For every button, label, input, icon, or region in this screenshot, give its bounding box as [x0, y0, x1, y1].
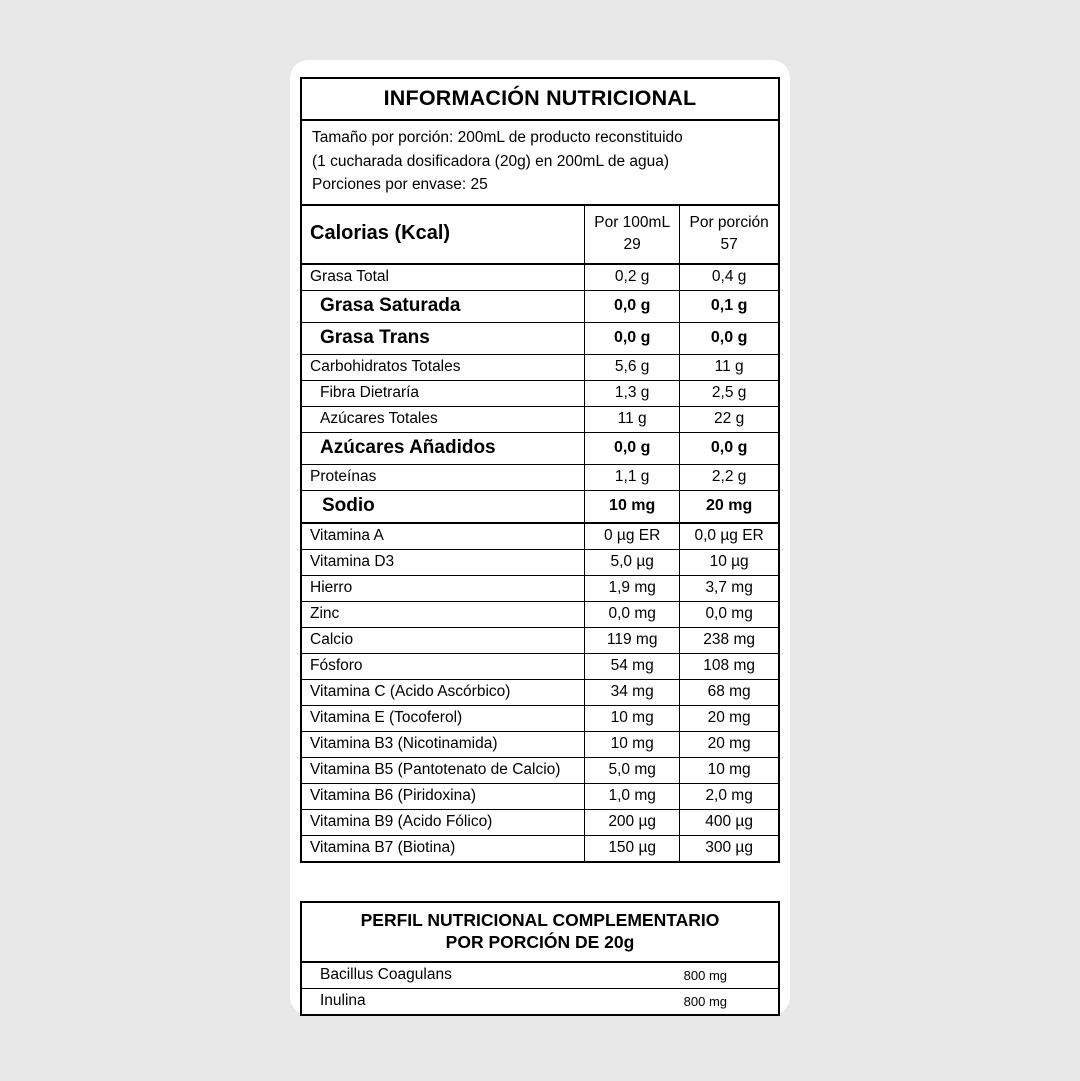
calories-value-100ml: 29 [623, 235, 641, 253]
table-row [302, 705, 778, 731]
nutrient-value-100ml: 0,0 mg [585, 601, 680, 627]
complementary-value: 800 mg [633, 963, 778, 989]
nutrient-name: Zinc [302, 601, 585, 627]
nutrient-value-portion: 2,0 mg [680, 783, 778, 809]
nutrient-name: Vitamina B3 (Nicotinamida) [302, 731, 585, 757]
serving-line-3: Porciones por envase: 25 [312, 176, 488, 194]
nutrient-name: Proteínas [302, 464, 585, 490]
nutrient-value-100ml: 1,3 g [585, 380, 680, 406]
nutrient-value-portion: 20 mg [680, 705, 778, 731]
table-row [302, 322, 778, 354]
table-row [302, 627, 778, 653]
calories-value-portion: 57 [720, 235, 738, 253]
table-row [302, 264, 778, 291]
nutrient-name: Vitamina A [302, 523, 585, 550]
nutrient-value-100ml: 10 mg [585, 731, 680, 757]
nutrient-value-portion: 108 mg [680, 653, 778, 679]
nutrient-value-portion: 0,0 µg ER [680, 523, 778, 550]
table-row [302, 490, 778, 523]
nutrient-name: Grasa Trans [302, 322, 585, 354]
column-header-portion [680, 206, 778, 264]
complementary-profile-panel [300, 901, 780, 1016]
table-row [302, 679, 778, 705]
table-row [302, 354, 778, 380]
nutrient-name: Vitamina B5 (Pantotenato de Calcio) [302, 757, 585, 783]
column-header-portion-text: Por porción [689, 213, 769, 231]
nutrient-value-100ml: 34 mg [585, 679, 680, 705]
nutrient-name: Fósforo [302, 653, 585, 679]
nutrient-value-100ml: 0 µg ER [585, 523, 680, 550]
nutrient-value-portion: 2,5 g [680, 380, 778, 406]
nutrient-value-100ml: 0,2 g [585, 264, 680, 291]
nutrient-value-portion: 400 µg [680, 809, 778, 835]
nutrient-value-100ml: 1,1 g [585, 464, 680, 490]
nutrient-name: Grasa Saturada [302, 290, 585, 322]
complementary-row [302, 963, 778, 989]
nutrient-value-100ml: 5,6 g [585, 354, 680, 380]
serving-line-2: (1 cucharada dosificadora (20g) en 200mL de agua) [312, 152, 670, 170]
nutrient-value-100ml: 200 µg [585, 809, 680, 835]
nutrition-facts-panel [300, 77, 780, 863]
table-row [302, 601, 778, 627]
serving-line-1: Tamaño por porción: 200mL de producto reconstituido [312, 129, 683, 146]
nutrient-value-100ml: 0,0 g [585, 290, 680, 322]
serving-information [302, 121, 778, 206]
nutrient-name: Azúcares Totales [302, 406, 585, 432]
table-row [302, 757, 778, 783]
nutrient-value-portion: 20 mg [680, 490, 778, 523]
complementary-title-line-2: POR PORCIÓN DE 20g [445, 931, 635, 952]
nutrient-value-portion: 0,0 g [680, 322, 778, 354]
complementary-title [302, 903, 778, 963]
nutrient-value-portion: 68 mg [680, 679, 778, 705]
nutrient-value-portion: 10 mg [680, 757, 778, 783]
nutrient-table [302, 206, 778, 861]
table-row [302, 809, 778, 835]
complementary-table [302, 963, 778, 1014]
table-row [302, 406, 778, 432]
table-row [302, 575, 778, 601]
table-row [302, 432, 778, 464]
nutrient-value-portion: 0,0 g [680, 432, 778, 464]
nutrient-name: Azúcares Añadidos [302, 432, 585, 464]
nutrient-value-100ml: 1,0 mg [585, 783, 680, 809]
column-header-100ml-text: Por 100mL [594, 213, 671, 231]
complementary-title-line-1: PERFIL NUTRICIONAL COMPLEMENTARIO [360, 910, 720, 930]
nutrient-name: Sodio [302, 490, 585, 523]
table-row [302, 380, 778, 406]
nutrient-value-portion: 2,2 g [680, 464, 778, 490]
nutrient-value-portion: 20 mg [680, 731, 778, 757]
nutrient-name: Vitamina D3 [302, 549, 585, 575]
nutrient-value-100ml: 11 g [585, 406, 680, 432]
nutrient-value-portion: 238 mg [680, 627, 778, 653]
table-row [302, 523, 778, 550]
nutrient-value-portion: 0,1 g [680, 290, 778, 322]
table-row [302, 290, 778, 322]
nutrient-name: Carbohidratos Totales [302, 354, 585, 380]
nutrition-label-card [290, 60, 790, 1015]
nutrient-name: Fibra Dietraría [302, 380, 585, 406]
nutrient-value-100ml: 150 µg [585, 835, 680, 861]
table-row [302, 835, 778, 861]
nutrient-value-portion: 11 g [680, 354, 778, 380]
nutrient-value-100ml: 0,0 g [585, 322, 680, 354]
nutrient-name: Vitamina B7 (Biotina) [302, 835, 585, 861]
nutrient-value-100ml: 10 mg [585, 705, 680, 731]
nutrient-name: Calcio [302, 627, 585, 653]
nutrient-name: Grasa Total [302, 264, 585, 291]
column-header-100ml [585, 206, 680, 264]
nutrient-name: Vitamina C (Acido Ascórbico) [302, 679, 585, 705]
calories-row [302, 206, 778, 264]
table-row [302, 783, 778, 809]
nutrient-value-100ml: 10 mg [585, 490, 680, 523]
nutrient-name: Vitamina B9 (Acido Fólico) [302, 809, 585, 835]
table-row [302, 549, 778, 575]
nutrient-value-portion: 300 µg [705, 838, 753, 856]
complementary-name: Inulina [320, 992, 366, 1010]
nutrient-value-100ml: 54 mg [585, 653, 680, 679]
nutrient-value-portion: 22 g [680, 406, 778, 432]
nutrient-value-100ml: 1,9 mg [585, 575, 680, 601]
table-row [302, 731, 778, 757]
nutrient-name: Hierro [302, 575, 585, 601]
nutrient-value-100ml: 5,0 mg [585, 757, 680, 783]
calories-label: Calorias (Kcal) [302, 206, 585, 264]
table-row [302, 653, 778, 679]
nutrient-value-portion: 0,0 mg [680, 601, 778, 627]
nutrient-name: Vitamina E (Tocoferol) [302, 705, 585, 731]
complementary-value: 800 mg [683, 993, 728, 1009]
nutrient-value-portion: 0,4 g [680, 264, 778, 291]
panel-title: INFORMACIÓN NUTRICIONAL [302, 79, 778, 121]
nutrient-value-portion: 3,7 mg [680, 575, 778, 601]
nutrient-value-100ml: 0,0 g [585, 432, 680, 464]
nutrient-name: Vitamina B6 (Piridoxina) [302, 783, 585, 809]
complementary-row [302, 989, 778, 1015]
table-row [302, 464, 778, 490]
complementary-name: Bacillus Coagulans [302, 963, 633, 989]
nutrient-value-portion: 10 µg [680, 549, 778, 575]
nutrient-value-100ml: 119 mg [585, 627, 680, 653]
nutrient-value-100ml: 5,0 µg [585, 549, 680, 575]
